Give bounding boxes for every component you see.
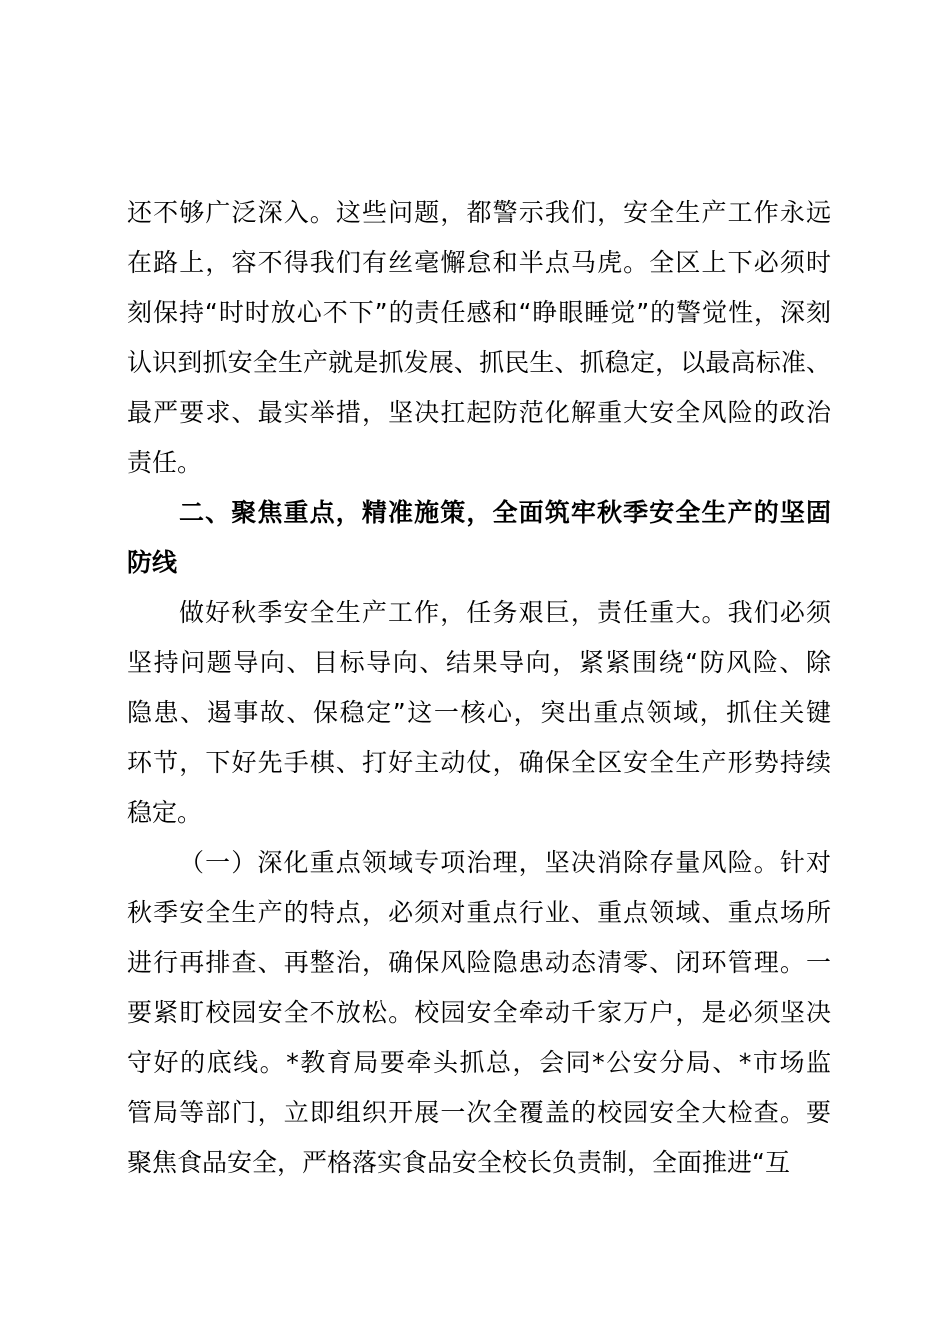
text-line: （一）深化重点领域专项治理，坚决消除存量风险。针对 [179, 848, 831, 877]
text-line: 二、聚焦重点，精准施策，全面筑牢秋季安全生产的坚固 [179, 498, 831, 527]
text-line: 最严要求、最实举措，坚决扛起防范化解重大安全风险的政治 [127, 398, 831, 427]
document-page [127, 188, 831, 1188]
text-line: 做好秋季安全生产工作，任务艰巨，责任重大。我们必须 [179, 598, 831, 627]
text-line: 认识到抓安全生产就是抓发展、抓民生、抓稳定，以最高标准、 [127, 348, 831, 377]
text-line: 秋季安全生产的特点，必须对重点行业、重点领域、重点场所 [127, 898, 831, 927]
section-heading [127, 488, 831, 588]
text-line: 环节，下好先手棋、打好主动仗，确保全区安全生产形势持续 [127, 748, 831, 777]
text-line: 在路上，容不得我们有丝毫懈怠和半点马虎。全区上下必须时 [127, 248, 831, 277]
text-line: 稳定。 [127, 798, 203, 827]
text-line: 防线 [127, 548, 178, 577]
paragraph [127, 838, 831, 1188]
text-line: 聚焦食品安全，严格落实食品安全校长负责制，全面推进“互 [127, 1148, 790, 1177]
text-line: 进行再排查、再整治，确保风险隐患动态清零、闭环管理。一 [127, 948, 831, 977]
text-line: 还不够广泛深入。这些问题，都警示我们，安全生产工作永远 [127, 198, 831, 227]
text-line: 守好的底线。*教育局要牵头抓总，会同*公安分局、*市场监 [127, 1048, 831, 1077]
paragraph [127, 188, 831, 488]
text-line: 责任。 [127, 448, 203, 477]
text-line: 坚持问题导向、目标导向、结果导向，紧紧围绕“防风险、除 [127, 648, 831, 677]
text-line: 管局等部门，立即组织开展一次全覆盖的校园安全大检查。要 [127, 1098, 831, 1127]
paragraph [127, 588, 831, 838]
text-line: 要紧盯校园安全不放松。校园安全牵动千家万户，是必须坚决 [127, 998, 831, 1027]
text-line: 隐患、遏事故、保稳定”这一核心，突出重点领域，抓住关键 [127, 698, 831, 727]
text-line: 刻保持“时时放心不下”的责任感和“睁眼睡觉”的警觉性，深刻 [127, 298, 831, 327]
